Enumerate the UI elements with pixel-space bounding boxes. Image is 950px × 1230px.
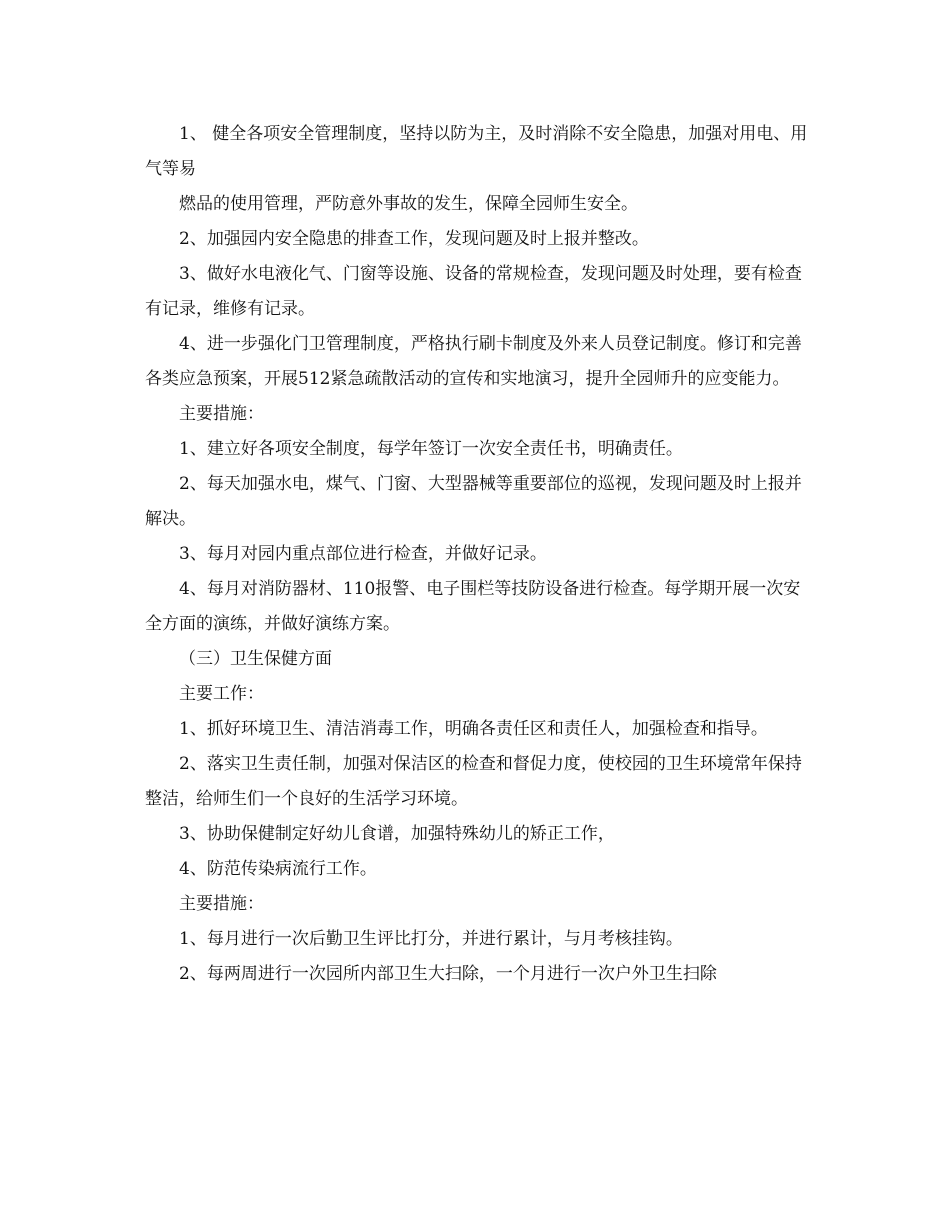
document-body [145, 117, 810, 992]
section-heading-health: （三）卫生保健方面 [179, 649, 332, 669]
paragraph-1: 1、 健全各项安全管理制度，坚持以防为主，及时消除不安全隐患，加强对用电、用气等易 [145, 124, 808, 179]
paragraph-15: 3、协助保健制定好幼儿食谱，加强特殊幼儿的矫正工作， [179, 824, 615, 844]
section-heading-measures-2: 主要措施： [179, 894, 264, 914]
paragraph-5: 4、进一步强化门卫管理制度，严格执行刷卡制度及外来人员登记制度。修订和完善各类应急预案，开展512紧急疏散活动的宣传和实地演习，提升全园师升的应变能力。 [145, 334, 802, 389]
paragraph-4: 3、做好水电液化气、门窗等设施、设备的常规检查，发现问题及时处理，要有检查有记录，维修有记录。 [145, 264, 802, 319]
section-heading-measures-1: 主要措施： [179, 404, 264, 424]
paragraph-8: 2、每天加强水电，煤气、门窗、大型器械等重要部位的巡视，发现问题及时上报并解决。 [145, 474, 802, 529]
paragraph-14: 2、落实卫生责任制，加强对保洁区的检查和督促力度，使校园的卫生环境常年保持整洁，给师生们一个良好的生活学习环境。 [145, 754, 802, 809]
paragraph-7: 1、建立好各项安全制度，每学年签订一次安全责任书，明确责任。 [179, 439, 683, 459]
paragraph-16: 4、防范传染病流行工作。 [179, 859, 377, 879]
paragraph-19: 2、每两周进行一次园所内部卫生大扫除，一个月进行一次户外卫生扫除 [179, 964, 717, 984]
section-heading-work: 主要工作： [179, 684, 264, 704]
paragraph-10: 4、每月对消防器材、110报警、电子围栏等技防设备进行检查。每学期开展一次安全方面的演练，并做好演练方案。 [145, 579, 801, 634]
paragraph-9: 3、每月对园内重点部位进行检查，并做好记录。 [179, 544, 547, 564]
paragraph-3: 2、加强园内安全隐患的排查工作，发现问题及时上报并整改。 [179, 229, 649, 249]
paragraph-2: 燃品的使用管理，严防意外事故的发生，保障全园师生安全。 [179, 194, 638, 214]
paragraph-18: 1、每月进行一次后勤卫生评比打分，并进行累计，与月考核挂钩。 [179, 929, 683, 949]
paragraph-13: 1、抓好环境卫生、清洁消毒工作，明确各责任区和责任人，加强检查和指导。 [179, 719, 768, 739]
